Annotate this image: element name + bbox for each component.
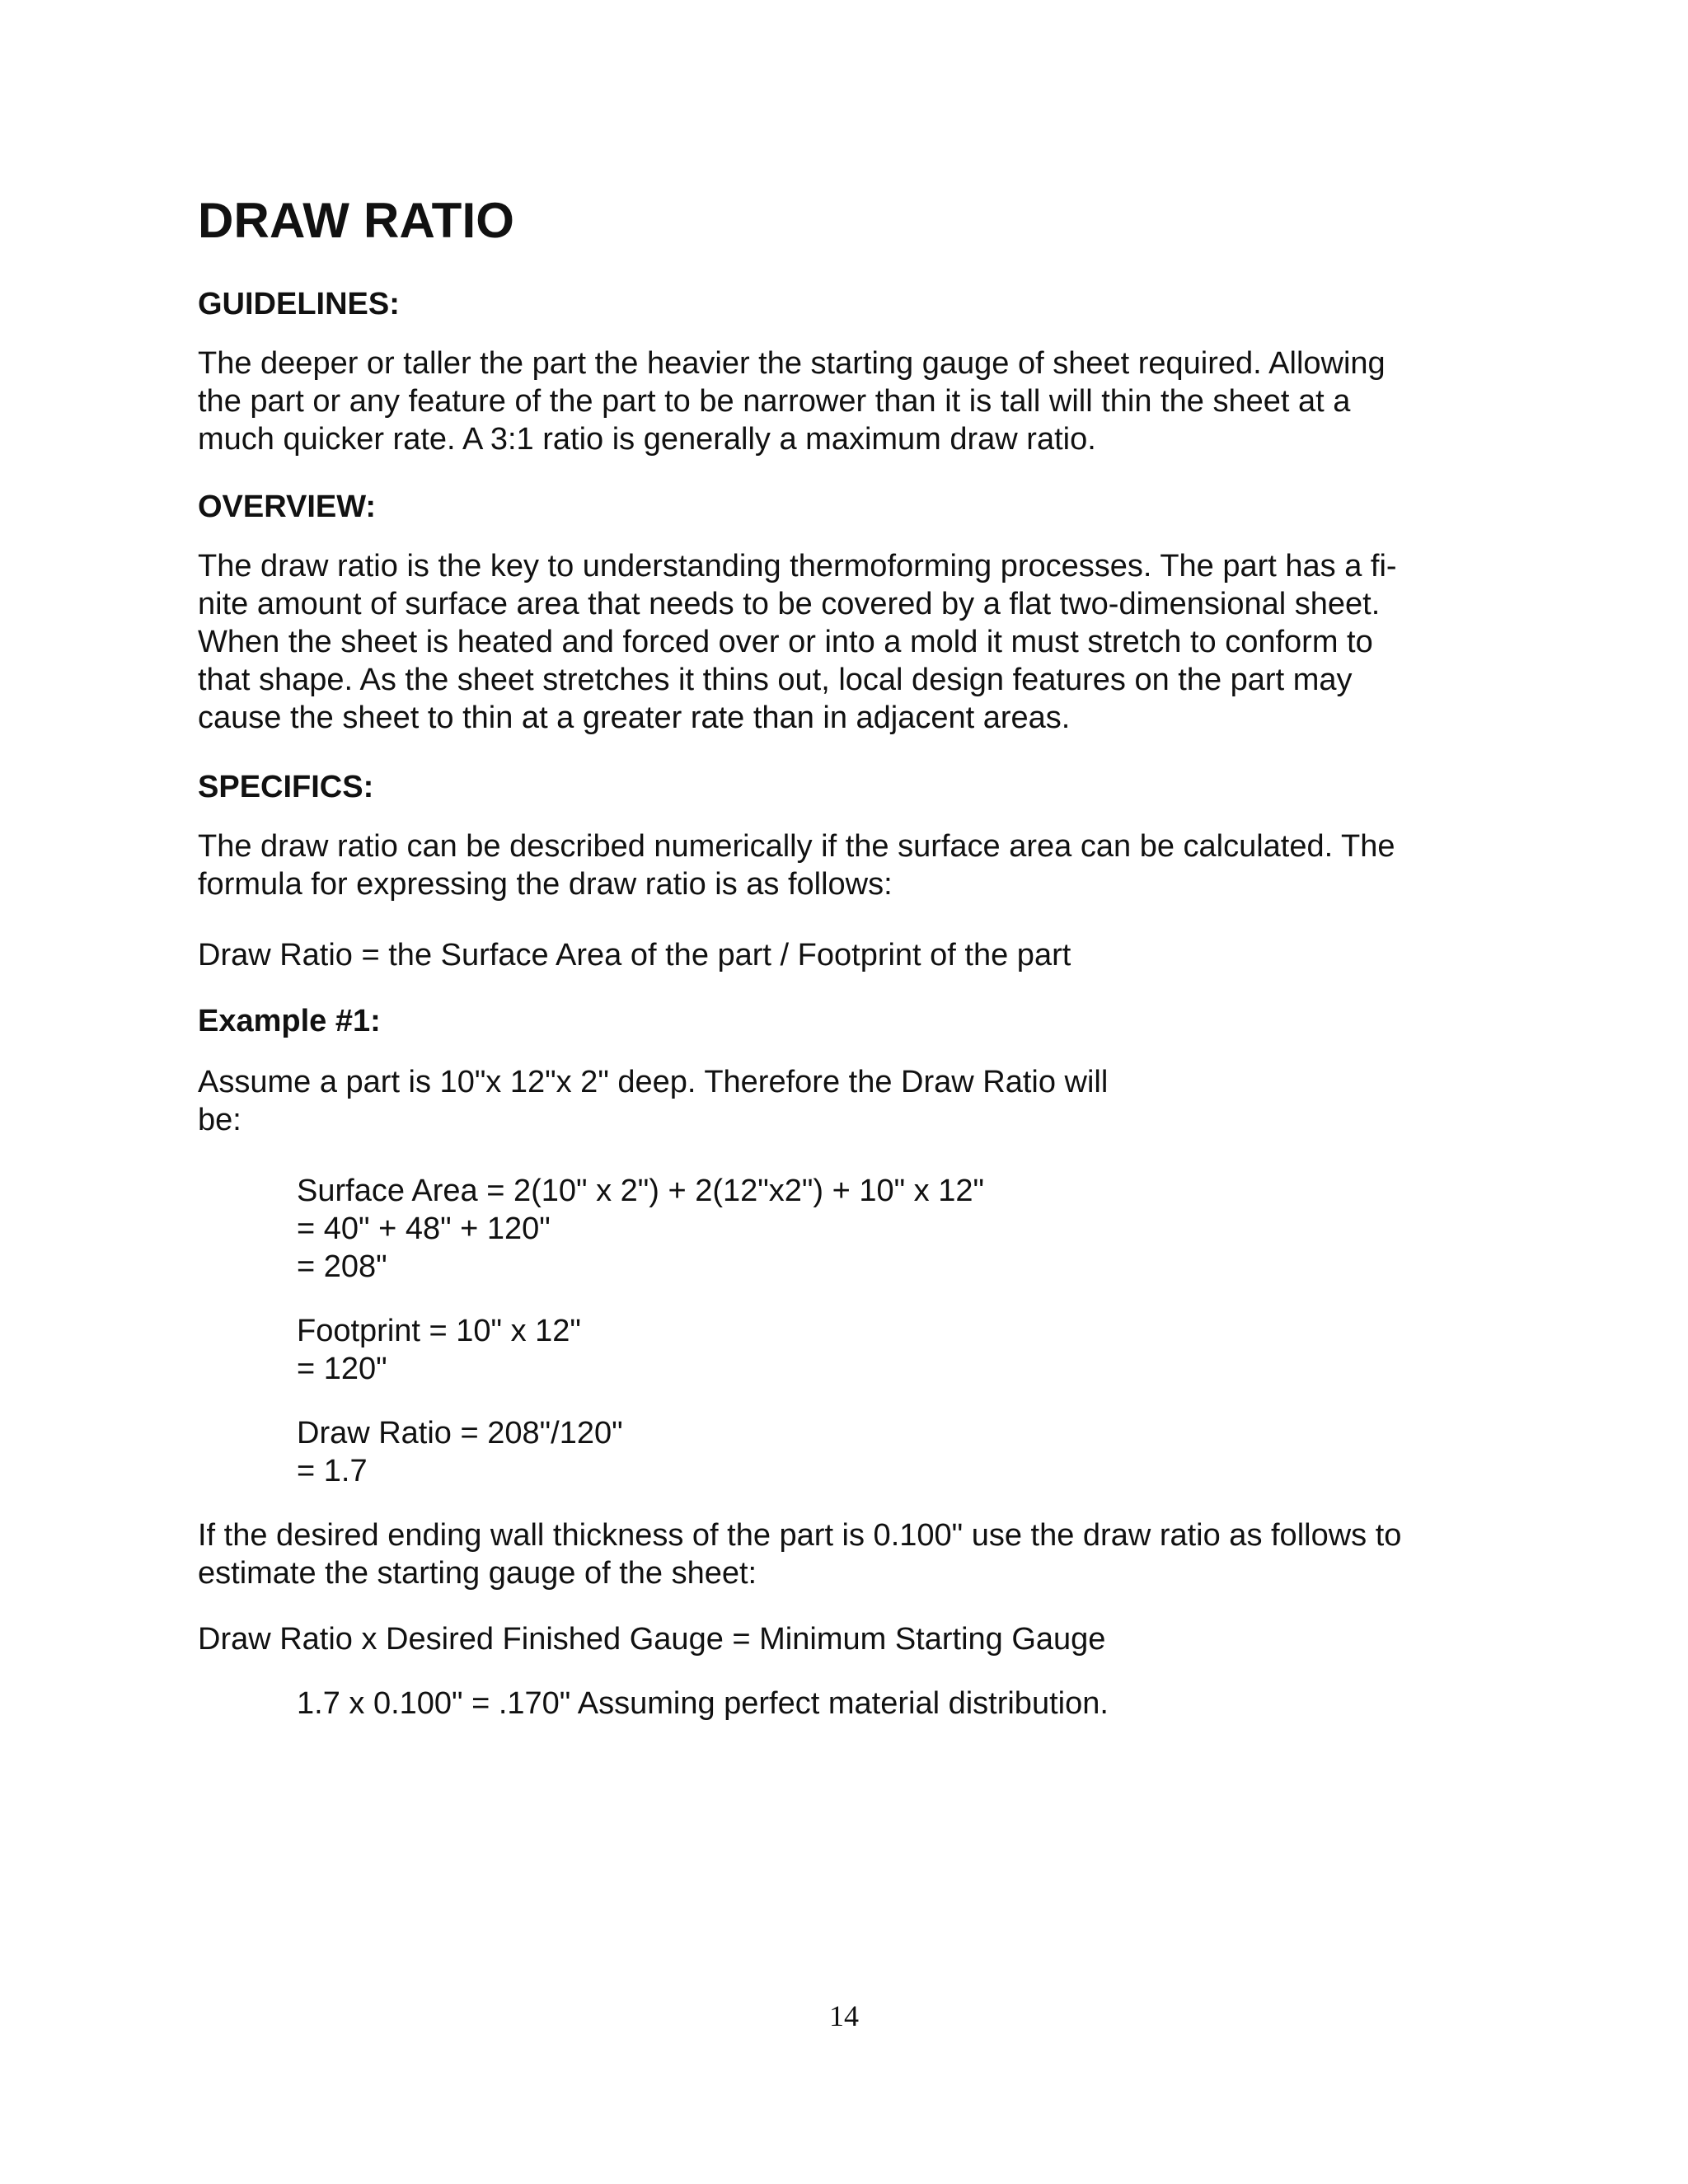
example-intro bbox=[198, 1063, 1484, 1139]
gauge-result bbox=[297, 1685, 1451, 1722]
overview-line: that shape. As the sheet stretches it thins out, local design features on the part may bbox=[198, 663, 1353, 697]
draw-ratio-formula bbox=[198, 936, 1484, 974]
overview-line: nite amount of surface area that needs to be covered by a flat two-dimensional sheet. bbox=[198, 587, 1381, 621]
gauge-result-text: 1.7 x 0.100" = .170" Assuming perfect material distribution. bbox=[297, 1686, 1109, 1721]
overview-line: When the sheet is heated and forced over or into a mold it must stretch to conform to bbox=[198, 625, 1373, 659]
specifics-line: The draw ratio can be described numerically if the surface area can be calculated. The bbox=[198, 829, 1395, 864]
draw-ratio-formula-text: Draw Ratio = the Surface Area of the part / Footprint of the part bbox=[198, 938, 1071, 972]
gauge-formula-text: Draw Ratio x Desired Finished Gauge = Minimum Starting Gauge bbox=[198, 1622, 1106, 1657]
guidelines-paragraph bbox=[198, 344, 1484, 458]
page-title: DRAW RATIO bbox=[198, 193, 515, 248]
specifics-heading: SPECIFICS: bbox=[198, 770, 374, 804]
guidelines-heading: GUIDELINES: bbox=[198, 287, 400, 321]
example-intro-line: Assume a part is 10"x 12"x 2" deep. Therefore the Draw Ratio will bbox=[198, 1065, 1109, 1099]
overview-line: cause the sheet to thin at a greater rate than in adjacent areas. bbox=[198, 701, 1071, 735]
page-number: 14 bbox=[829, 1999, 859, 2032]
footprint-line: Footprint = 10" x 12" bbox=[297, 1314, 581, 1348]
overview-heading: OVERVIEW: bbox=[198, 490, 377, 524]
guidelines-line: the part or any feature of the part to be narrower than it is tall will thin the sheet at a bbox=[198, 384, 1351, 419]
draw-ratio-calculation bbox=[297, 1414, 1451, 1490]
draw-ratio-line: = 1.7 bbox=[297, 1454, 368, 1488]
surface-area-line: Surface Area = 2(10" x 2") + 2(12"x2") + 10" x 12" bbox=[297, 1174, 984, 1208]
surface-area-line: = 40" + 48" + 120" bbox=[297, 1212, 551, 1246]
guidelines-line: The deeper or taller the part the heavier the starting gauge of sheet required. Allowing bbox=[198, 346, 1386, 381]
thickness-line: estimate the starting gauge of the sheet: bbox=[198, 1556, 757, 1591]
footprint-line: = 120" bbox=[297, 1352, 387, 1386]
specifics-line: formula for expressing the draw ratio is as follows: bbox=[198, 867, 893, 902]
example-intro-line: be: bbox=[198, 1103, 241, 1137]
specifics-paragraph bbox=[198, 827, 1484, 903]
overview-paragraph bbox=[198, 547, 1484, 737]
thickness-paragraph bbox=[198, 1516, 1484, 1592]
gauge-formula bbox=[198, 1620, 1484, 1658]
footprint-calculation bbox=[297, 1312, 1451, 1388]
draw-ratio-line: Draw Ratio = 208"/120" bbox=[297, 1416, 623, 1451]
guidelines-line: much quicker rate. A 3:1 ratio is generally a maximum draw ratio. bbox=[198, 422, 1096, 457]
overview-line: The draw ratio is the key to understanding thermoforming processes. The part has a fi- bbox=[198, 549, 1397, 583]
surface-area-line: = 208" bbox=[297, 1249, 387, 1284]
example-heading: Example #1: bbox=[198, 1004, 381, 1038]
surface-area-calculation bbox=[297, 1172, 1451, 1286]
thickness-line: If the desired ending wall thickness of the part is 0.100" use the draw ratio as follows to bbox=[198, 1518, 1402, 1553]
